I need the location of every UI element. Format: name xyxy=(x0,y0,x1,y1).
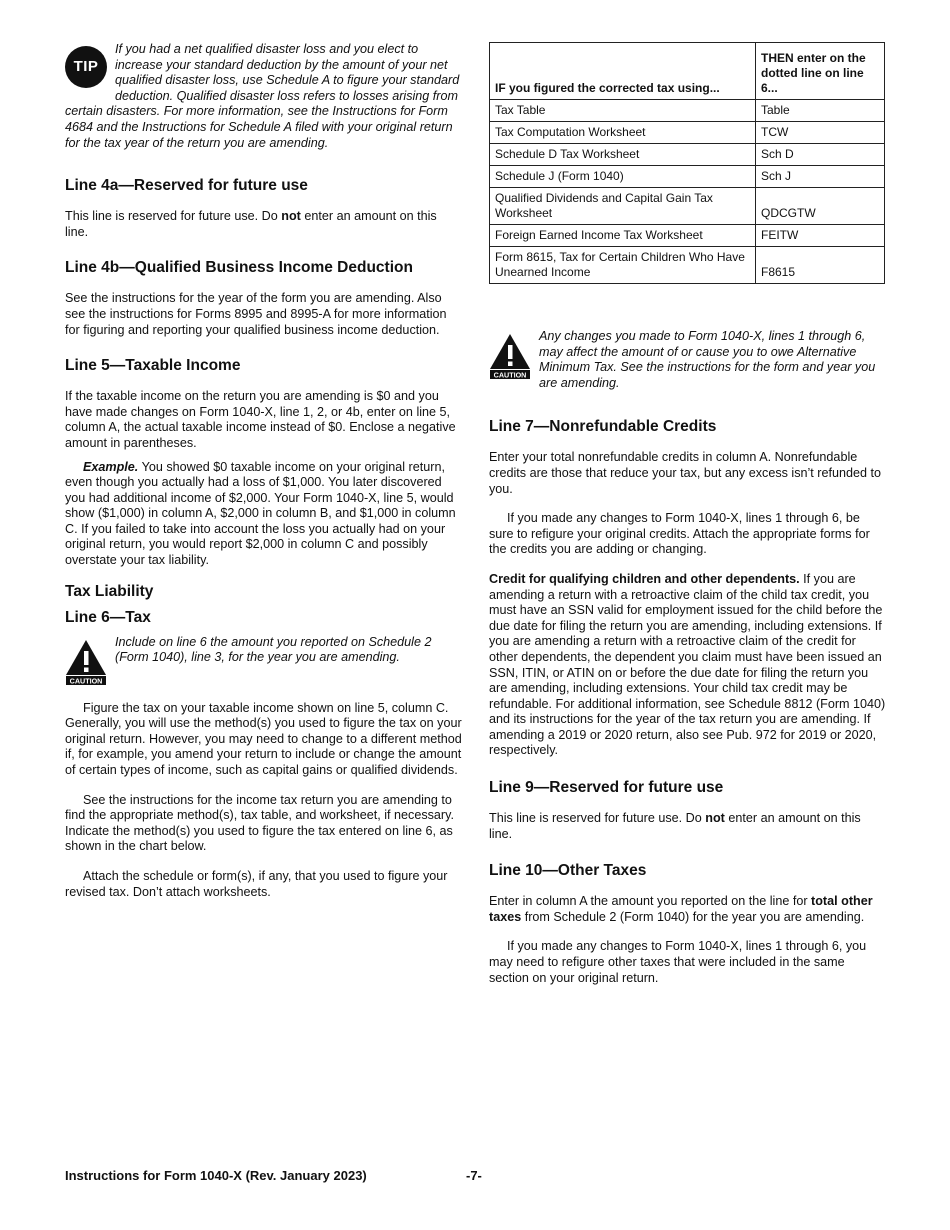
line6-caution xyxy=(65,635,462,687)
line6-para1: Figure the tax on your taxable income shown on line 5, column C. Generally, you will use the method(s) you used to figure the tax on your original return. However, you may need to change to a different method if, for example, you amend your return to include or change the amount of certain types of income, such as capital gains or qualified dividends. xyxy=(65,700,462,778)
table-cell-method: Tax Computation Worksheet xyxy=(490,122,756,144)
tip-text: If you had a net qualified disaster loss and you elect to increase your standard deduction by the amount of your net qualified disaster loss, use Schedule A to figure your standard deduction. Qualified disaster loss refers to losses arising from certain disasters. For more information, see the Instructions for Form 4684 and the Instructions for Schedule A filed with your original return for the tax year of the return you are amending. xyxy=(65,42,460,150)
table-header-row xyxy=(490,43,885,100)
left-column xyxy=(65,42,462,900)
caution-label: CAUTION xyxy=(69,676,103,685)
line7-para2: If you made any changes to Form 1040-X, lines 1 through 6, be sure to refigure your original credits. Attach the appropriate forms for the credits you are adding or changing. xyxy=(489,511,870,557)
table-cell-code: FEITW xyxy=(756,225,885,247)
credit-label: Credit for qualifying children and other dependents. xyxy=(489,571,800,586)
caution-icon xyxy=(489,333,531,379)
line4a-text xyxy=(65,209,462,240)
table-cell-code: QDCGTW xyxy=(756,188,885,225)
tax-liability-heading: Tax Liability xyxy=(65,582,154,600)
caution-label: CAUTION xyxy=(493,370,527,379)
line4b-heading: Line 4b—Qualified Business Income Deduction xyxy=(65,259,413,277)
table-cell-code: F8615 xyxy=(756,247,885,284)
line5-para: If the taxable income on the return you are amending is $0 and you have made changes on Form 1040-X, line 1, 2, or 4b, enter on line 5, column A, the actual taxable income instead of $0. Enclose a negative amount in parentheses. xyxy=(65,389,456,450)
tip-note xyxy=(65,42,462,151)
footer-page-number: -7- xyxy=(466,1168,482,1183)
line9-text-bold: not xyxy=(705,811,725,826)
table-row xyxy=(490,247,885,284)
credit-text: If you are amending a return with a retroactive claim of the child tax credit, you must have an SSN valid for employment issued for the child before the due date for filing the return you are amending, including extensions. If you are amending a return with a retroactive claim of the credit for other dependents, the dependent you claim must have been issued an SSN, ITIN, or ATIN on or before the due date for filing the return you are amending, including extensions. Your child tax credit may be refundable. For additional information, see Schedule 8812 (Form 1040) and its instructions for the year of the tax return you are amending. If amending a 2019 or 2020 return, also see Pub. 972 for 2019 or 2020, respectively. xyxy=(489,571,886,758)
line9-text-end: enter an amount on this line. xyxy=(489,811,861,841)
amt-caution-text: Any changes you made to Form 1040-X, lines 1 through 6, may affect the amount of or cause you to owe Alternative Minimum Tax. See the instructions for the form and year you are amending. xyxy=(539,329,876,390)
table-cell-code: Sch J xyxy=(756,166,885,188)
line9-text-start: This line is reserved for future use. Do xyxy=(489,811,706,826)
line10-para2: If you made any changes to Form 1040-X, lines 1 through 6, you may need to refigure other taxes that were included in the same section on your original return. xyxy=(489,939,867,985)
line7-para1: Enter your total nonrefundable credits in column A. Nonrefundable credits are those that reduce your tax, but any excess isn’t refunded to you. xyxy=(489,450,882,496)
tax-method-table xyxy=(489,42,885,284)
line10-text-start: Enter in column A the amount you reported on the line for xyxy=(489,894,812,909)
table-row xyxy=(490,100,885,122)
line5-heading: Line 5—Taxable Income xyxy=(65,357,241,375)
amt-caution xyxy=(489,329,886,391)
table-row xyxy=(490,144,885,166)
table-row xyxy=(490,166,885,188)
right-column xyxy=(489,42,886,986)
line6-heading: Line 6—Tax xyxy=(65,608,151,626)
table-cell-code: Sch D xyxy=(756,144,885,166)
header-if: IF you figured the corrected tax using... xyxy=(490,43,756,100)
table-cell-method: Qualified Dividends and Capital Gain Tax Worksheet xyxy=(490,188,756,225)
line10-heading: Line 10—Other Taxes xyxy=(489,862,647,880)
tip-icon: TIP xyxy=(65,46,107,88)
table-row xyxy=(490,188,885,225)
line4a-heading: Line 4a—Reserved for future use xyxy=(65,177,308,195)
table-cell-method: Schedule J (Form 1040) xyxy=(490,166,756,188)
line4a-text-end: enter an amount on this line. xyxy=(65,209,437,239)
table-row xyxy=(490,122,885,144)
line6-para3: Attach the schedule or form(s), if any, that you used to figure your revised tax. Don’t attach worksheets. xyxy=(65,869,448,899)
header-then: THEN enter on the dotted line on line 6... xyxy=(756,43,885,100)
line10-text-end: from Schedule 2 (Form 1040) for the year you are amending. xyxy=(521,909,865,924)
line7-credit xyxy=(489,572,886,759)
table-row xyxy=(490,225,885,247)
footer-title: Instructions for Form 1040-X (Rev. January 2023) xyxy=(65,1168,367,1183)
caution-icon xyxy=(65,639,107,685)
line7-heading: Line 7—Nonrefundable Credits xyxy=(489,418,717,436)
example-text: You showed $0 taxable income on your original return, even though you actually had a loss of $1,000. You later discovered you had additional income of $2,000. Your Form 1040-X, line 5, would show ($1,000) in column A, $2,000 in column B, and $1,000 in column C. If you failed to take into account the loss you actually had on your original return, you would report $2,000 in column C and possibly overstate your tax liability. xyxy=(65,459,456,568)
line10-para1 xyxy=(489,894,886,925)
line10-text-bold: total other taxes xyxy=(489,894,873,924)
line4a-text-bold: not xyxy=(281,209,301,224)
table-cell-method: Foreign Earned Income Tax Worksheet xyxy=(490,225,756,247)
line4b-text: See the instructions for the year of the form you are amending. Also see the instructions for Forms 8995 and 8995-A for more information for figuring and reporting your qualified business income deduction. xyxy=(65,291,447,337)
line5-example xyxy=(65,460,462,569)
table-cell-code: Table xyxy=(756,100,885,122)
table-cell-method: Form 8615, Tax for Certain Children Who Have Unearned Income xyxy=(490,247,756,284)
line4a-text-start: This line is reserved for future use. Do xyxy=(65,209,282,224)
table-cell-code: TCW xyxy=(756,122,885,144)
line9-heading: Line 9—Reserved for future use xyxy=(489,779,724,797)
example-label: Example. xyxy=(83,459,139,474)
table-cell-method: Schedule D Tax Worksheet xyxy=(490,144,756,166)
table-cell-method: Tax Table xyxy=(490,100,756,122)
line6-caution-text: Include on line 6 the amount you reported on Schedule 2 (Form 1040), line 3, for the year you are amending. xyxy=(115,634,432,665)
line9-text xyxy=(489,811,886,842)
line6-para2: See the instructions for the income tax return you are amending to find the appropriate method(s), tax table, and worksheet, if necessary. Indicate the method(s) you used to figure the tax entered on line 6, as shown in the chart below. xyxy=(65,792,454,854)
